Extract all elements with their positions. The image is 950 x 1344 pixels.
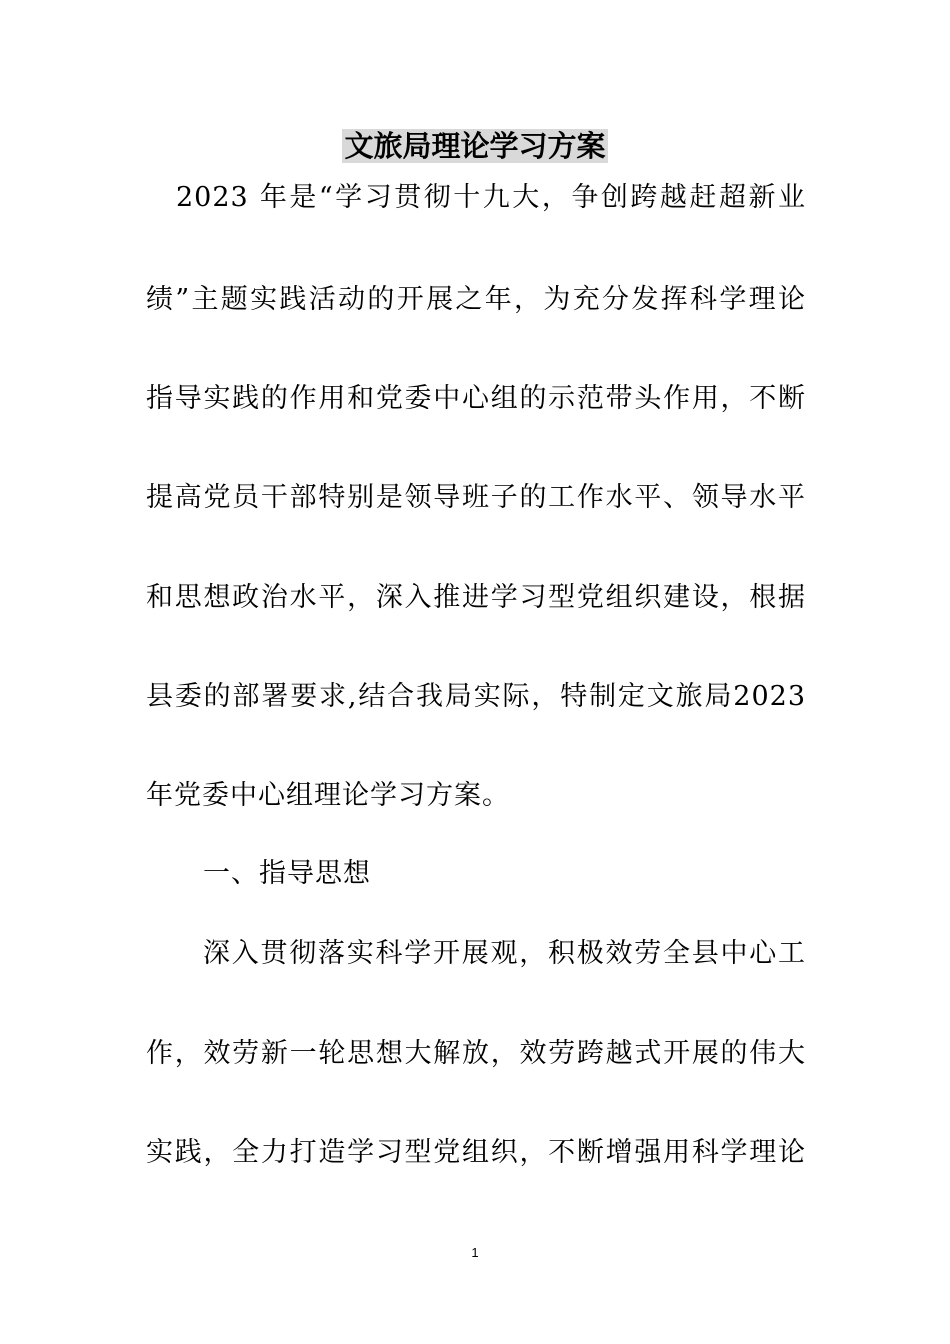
paragraph-line: 提高党员干部特别是领导班子的工作水平、领导水平 (146, 482, 806, 513)
paragraph-line: 县委的部署要求,结合我局实际，特制定文旅局2023 (146, 681, 806, 712)
section-heading: 一、指导思想 (203, 858, 371, 889)
paragraph-line: 实践，全力打造学习型党组织，不断增强用科学理论 (146, 1137, 806, 1168)
paragraph-line: 绩”主题实践活动的开展之年，为充分发挥科学理论 (146, 284, 806, 315)
paragraph-line: 2023 年是“学习贯彻十九大，争创跨越赶超新业 (176, 182, 806, 213)
page-number: 1 (471, 1245, 479, 1260)
paragraph-line: 和思想政治水平，深入推进学习型党组织建设，根据 (146, 582, 806, 613)
paragraph-line: 年党委中心组理论学习方案。 (146, 780, 510, 811)
document-title: 文旅局理论学习方案 (344, 129, 606, 163)
paragraph-line: 作，效劳新一轮思想大解放，效劳跨越式开展的伟大 (146, 1038, 806, 1069)
paragraph-line: 深入贯彻落实科学开展观，积极效劳全县中心工 (203, 938, 806, 969)
paragraph-line: 指导实践的作用和党委中心组的示范带头作用，不断 (146, 383, 806, 414)
